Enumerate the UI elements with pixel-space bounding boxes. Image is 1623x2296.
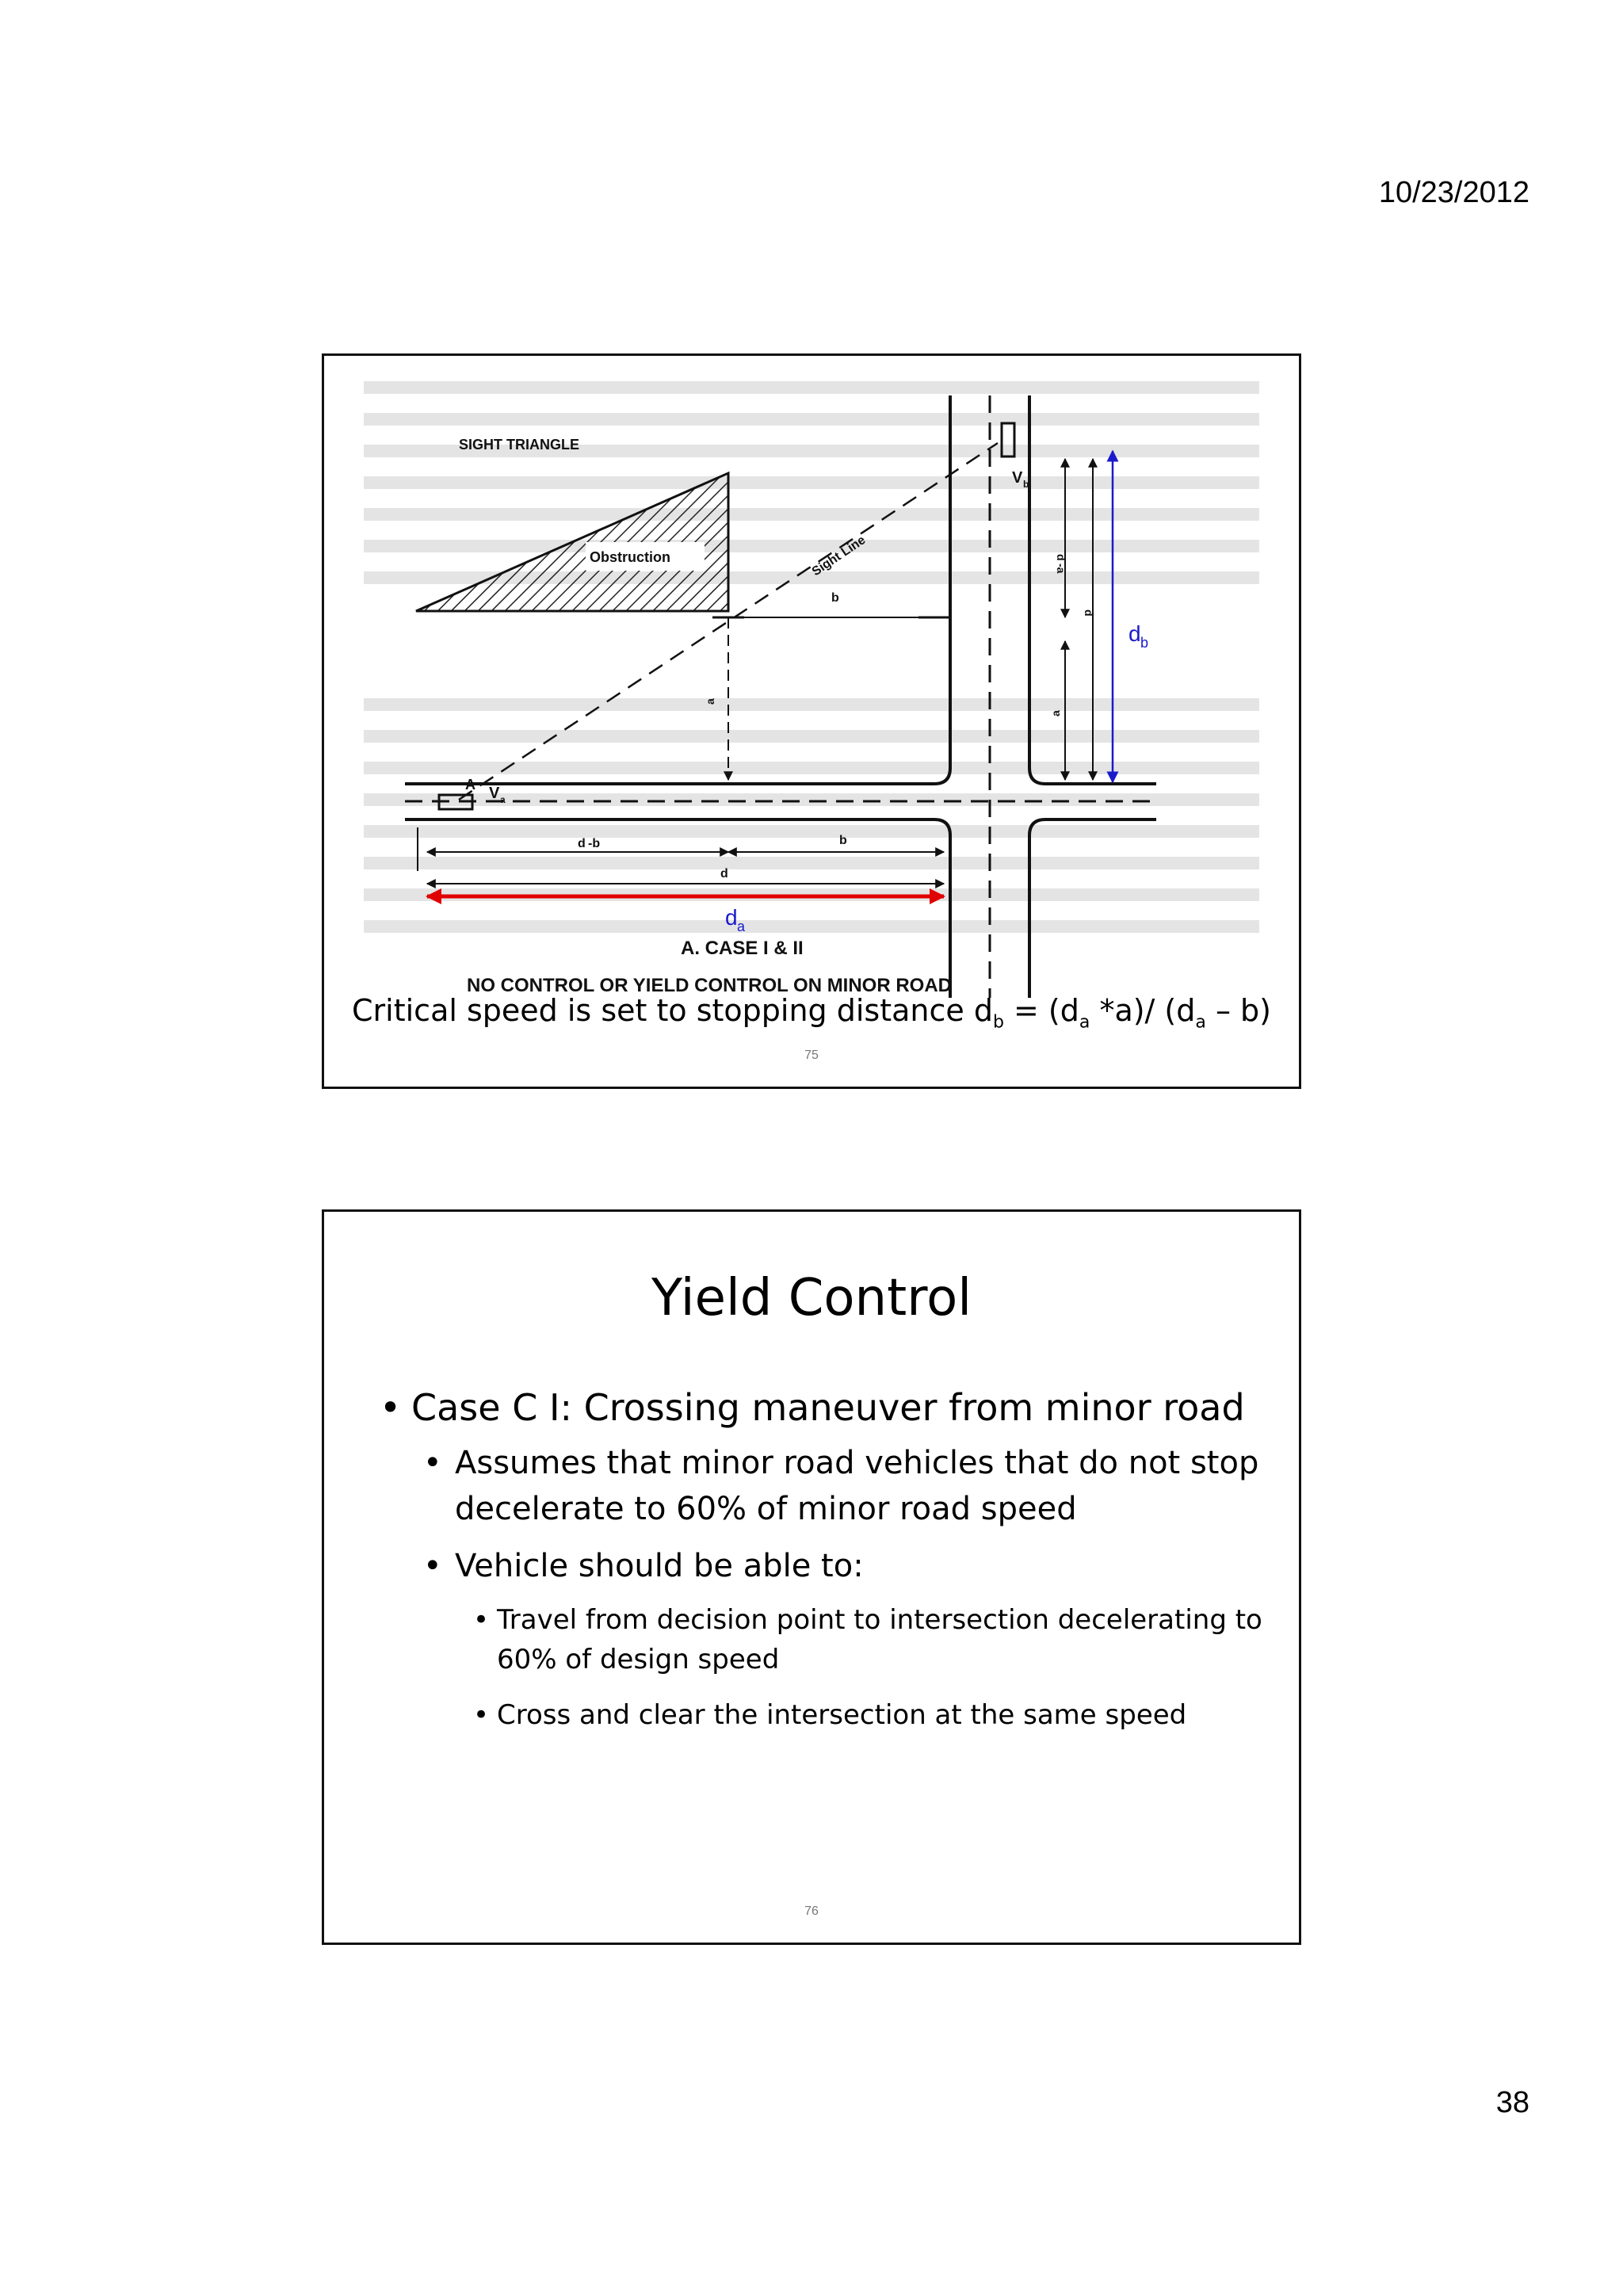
obstruction-label: Obstruction	[590, 549, 670, 565]
db-minus-a-rest: -a	[1055, 563, 1067, 574]
da-minus-b-label: d	[578, 837, 586, 850]
a-label-left: a	[704, 698, 716, 705]
critical-speed-caption: Critical speed is set to stopping distance $d_b = (d_a$ *a)/ $(d_a - b)$	[352, 993, 1271, 1033]
db-blue-label: d	[1128, 621, 1141, 646]
page-number: 38	[1495, 2086, 1529, 2119]
sight-triangle-diagram	[348, 364, 1280, 1006]
da-blue-sub: a	[737, 919, 746, 934]
figure-subtitle: NO CONTROL OR YIELD CONTROL ON MINOR ROAD	[467, 975, 953, 996]
case-label: A. CASE I & II	[681, 938, 804, 959]
va-sub: a	[500, 794, 506, 805]
bullet-item: • Cross and clear the intersection at the same speed	[473, 1699, 1187, 1731]
db-black-label: d	[1083, 609, 1095, 617]
bullet-item: • Assumes that minor road vehicles that do not stop decelerate to 60% of minor road speed	[423, 1445, 1259, 1527]
vb-sub: b	[1023, 479, 1029, 490]
bullet-item: • Case C I: Crossing maneuver from minor road	[380, 1386, 1245, 1429]
vehicle-a-label: A	[465, 777, 475, 793]
sight-line-label: Sight Line	[809, 533, 869, 579]
db-blue-sub: b	[1140, 635, 1149, 651]
background-text-ghost	[364, 388, 1259, 926]
b-label-upper: b	[831, 591, 839, 605]
slide-number: 75	[804, 1049, 819, 1062]
slide-76	[322, 1209, 1301, 1945]
sight-triangle-label: SIGHT TRIANGLE	[459, 437, 579, 453]
slide-75	[322, 353, 1301, 1089]
bullet-list	[380, 1386, 1267, 1751]
da-blue-label: d	[725, 905, 738, 930]
slide-number: 76	[804, 1904, 819, 1918]
slide-title: Yield Control	[651, 1269, 972, 1328]
da-minus-b-rest: -b	[588, 837, 601, 850]
b-label-lower: b	[839, 834, 847, 847]
header-date: 10/23/2012	[1378, 176, 1529, 209]
a-label-right: a	[1049, 710, 1062, 716]
bullet-item: • Travel from decision point to intersection decelerating to 60% of design speed	[473, 1604, 1262, 1675]
vb-label: V	[1012, 469, 1023, 487]
da-black-label: d	[720, 867, 728, 881]
bullet-item: • Vehicle should be able to:	[423, 1548, 864, 1584]
va-label: V	[489, 785, 500, 802]
db-minus-a-label: d	[1055, 554, 1067, 561]
